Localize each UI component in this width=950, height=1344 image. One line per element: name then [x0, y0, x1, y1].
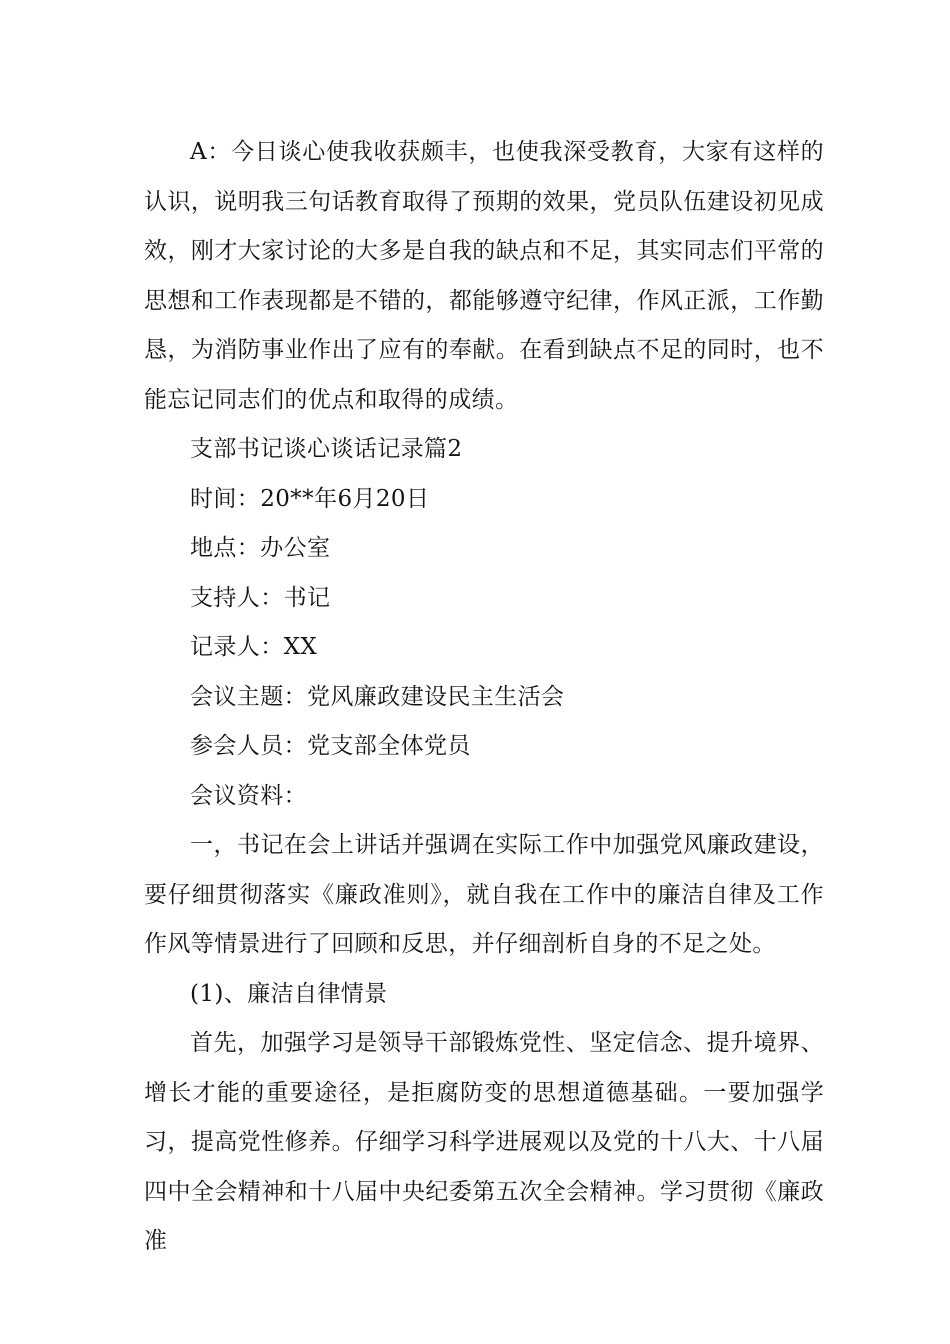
document-body — [144, 128, 824, 1267]
meeting-host: 支持人：书记 — [190, 584, 331, 611]
paragraph-closing-remarks: A：今日谈心使我收获颇丰，也使我深受教育，大家有这样的认识，说明我三句话教育取得了预期的效果，党员队伍建设初见成效，刚才大家讨论的大多是自我的缺点和不足，其实同志们平常的思想和工作表现都是不错的，都能够遵守纪律，作风正派，工作勤恳，为消防事业作出了应有的奉献。在看到缺点不足的同时，也不能忘记同志们的优点和取得的成绩。 — [144, 139, 824, 413]
paragraph-study: 首先，加强学习是领导干部锻炼党性、坚定信念、提升境界、增长才能的重要途径，是拒腐防变的思想道德基础。一要加强学习，提高党性修养。仔细学习科学进展观以及党的十八大、十八届四中全会精神和十八届中央纪委第五次全会精神。学习贯彻《廉政准 — [144, 1030, 824, 1254]
meeting-recorder: 记录人：XX — [190, 634, 318, 660]
section-heading: 支部书记谈心谈话记录篇2 — [190, 436, 463, 462]
paragraph-secretary-speech: 一，书记在会上讲话并强调在实际工作中加强党风廉政建设，要仔细贯彻落实《廉政准则》，就自我在工作中的廉洁自律及工作作风等情景进行了回顾和反思，并仔细剖析自身的不足之处。 — [144, 832, 824, 957]
subsection-heading: (1)、廉洁自律情景 — [190, 980, 388, 1007]
meeting-time: 时间：20**年6月20日 — [190, 485, 430, 512]
meeting-attendees: 参会人员：党支部全体党员 — [190, 733, 471, 759]
meeting-materials-label: 会议资料： — [190, 782, 307, 809]
meeting-location: 地点：办公室 — [190, 535, 331, 561]
meeting-topic: 会议主题：党风廉政建设民主生活会 — [190, 683, 565, 710]
